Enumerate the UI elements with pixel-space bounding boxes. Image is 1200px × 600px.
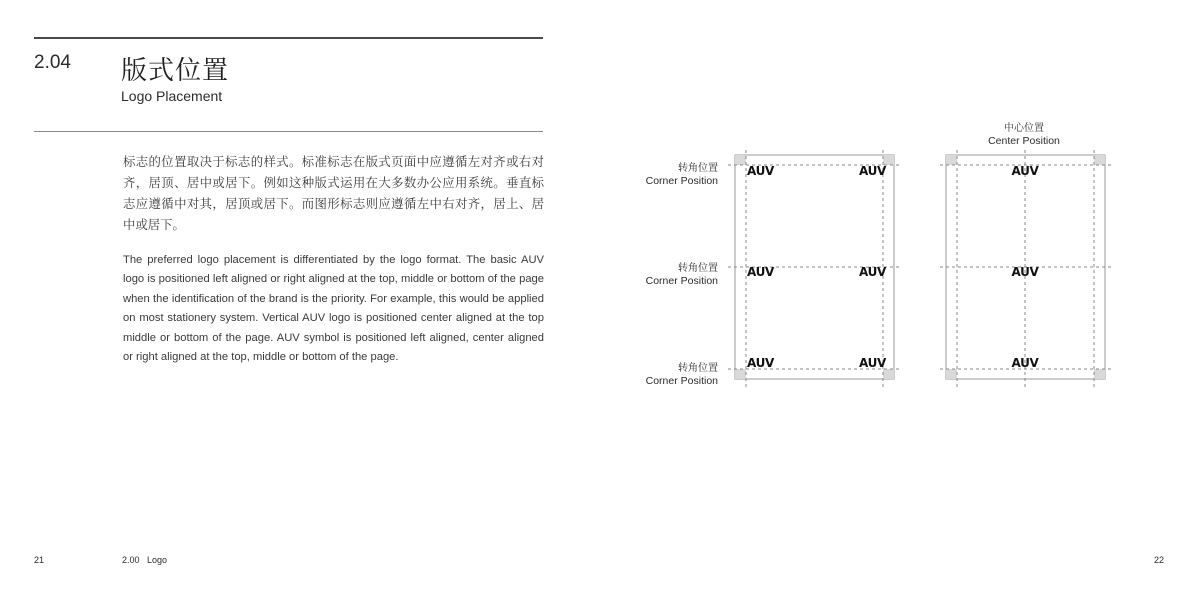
auv-logo: AUV [747, 356, 775, 370]
center-label-en: Center Position [988, 135, 1060, 147]
corner-label-en: Corner Position [645, 375, 718, 387]
corner-label-en: Corner Position [645, 175, 718, 187]
corner-marker [1094, 369, 1105, 379]
corner-label-cn: 转角位置 [678, 363, 718, 374]
corner-position-diagram [728, 150, 900, 390]
corner-marker [946, 369, 957, 379]
center-position-diagram [940, 150, 1111, 390]
page-subtitle: Logo Placement [121, 88, 223, 104]
right-page-number: 22 [1154, 555, 1165, 565]
auv-logo: AUV [747, 265, 775, 279]
section-number: 2.04 [34, 52, 71, 73]
auv-logo: AUV [859, 265, 887, 279]
corner-marker [883, 369, 894, 379]
auv-logo: AUV [859, 164, 887, 178]
section-reference: 2.00 Logo [122, 555, 168, 565]
corner-marker [735, 369, 746, 379]
center-label-cn: 中心位置 [1004, 123, 1044, 134]
left-page-number: 21 [34, 555, 45, 565]
corner-marker [735, 155, 746, 165]
auv-logo: AUV [859, 356, 887, 370]
auv-logo: AUV [747, 164, 775, 178]
corner-marker [1094, 155, 1105, 165]
auv-logo: AUV [1011, 265, 1039, 279]
body-text-chinese: 标志的位置取决于标志的样式。标准标志在版式页面中应遵循左对齐或右对齐，居顶、居中或居下。例如这种版式运用在大多数办公应用系统。垂直标志应遵循中对其，居顶或居下。而图形标志则应遵循左中右对齐，居上、居中或居下。 [123, 154, 544, 232]
corner-marker [946, 155, 957, 165]
auv-logo: AUV [1011, 164, 1039, 178]
auv-logo: AUV [1011, 356, 1039, 370]
corner-label-en: Corner Position [645, 275, 718, 287]
corner-label-cn: 转角位置 [678, 263, 718, 274]
body-text-english: The preferred logo placement is differentiated by the logo format. The basic AUV logo is positioned left aligned or right aligned at the top, middle or bottom of the page when the identification of the brand is the priority. For example, this would be applied on most stationery system. Vertical AUV logo is positioned center aligned at the top middle or bottom of the page. AUV symbol is positioned left aligned, center aligned or right aligned at the top, middle or bottom of the page. [123, 254, 544, 364]
page-title: 版式位置 [121, 56, 230, 86]
corner-label-cn: 转角位置 [678, 163, 718, 174]
